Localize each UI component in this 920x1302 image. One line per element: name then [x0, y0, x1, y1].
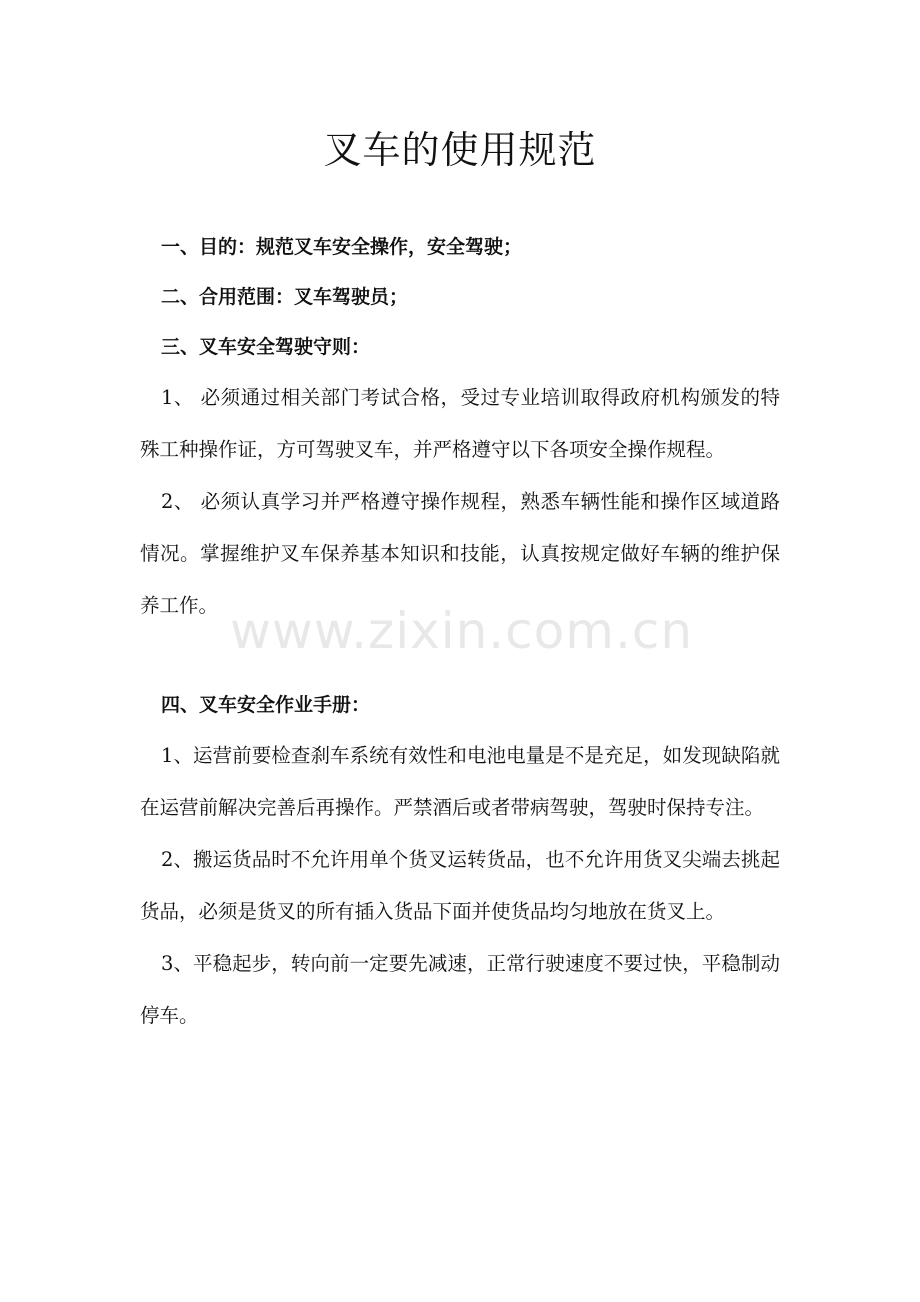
manual-item-2: 2、搬运货品时不允许用单个货叉运转货品，也不允许用货叉尖端去挑起货品，必须是货叉的所有插入货品下面并使货品均匀地放在货叉上。	[140, 848, 780, 923]
watermark-text: www.zixin.com.cn	[230, 602, 694, 660]
manual-item-1: 1、运营前要检查刹车系统有效性和电池电量是不是充足，如发现缺陷就在运营前解决完善后再操作。严禁酒后或者带病驾驶，驾驶时保持专注。	[140, 744, 780, 819]
rule-item-2: 2、 必须认真学习并严格遵守操作规程，熟悉车辆性能和操作区域道路情况。掌握维护叉车保养基本知识和技能，认真按规定做好车辆的维护保养工作。	[140, 490, 780, 617]
section-manual-heading: 四、叉车安全作业手册：	[161, 694, 371, 716]
document-title: 叉车的使用规范	[323, 128, 597, 172]
rule-item-1: 1、 必须通过相关部门考试合格，受过专业培训取得政府机构颁发的特殊工种操作证，方可驾驶叉车，并严格遵守以下各项安全操作规程。	[140, 386, 780, 461]
section-scope: 二、合用范围：叉车驾驶员；	[161, 286, 409, 308]
manual-item-3: 3、平稳起步，转向前一定要先减速，正常行驶速度不要过快，平稳制动停车。	[140, 952, 780, 1027]
document-body	[140, 222, 780, 1042]
section-purpose: 一、目的：规范叉车安全操作，安全驾驶；	[161, 236, 523, 258]
section-spacer	[140, 632, 780, 680]
section-rules-heading: 三、叉车安全驾驶守则：	[161, 336, 371, 358]
